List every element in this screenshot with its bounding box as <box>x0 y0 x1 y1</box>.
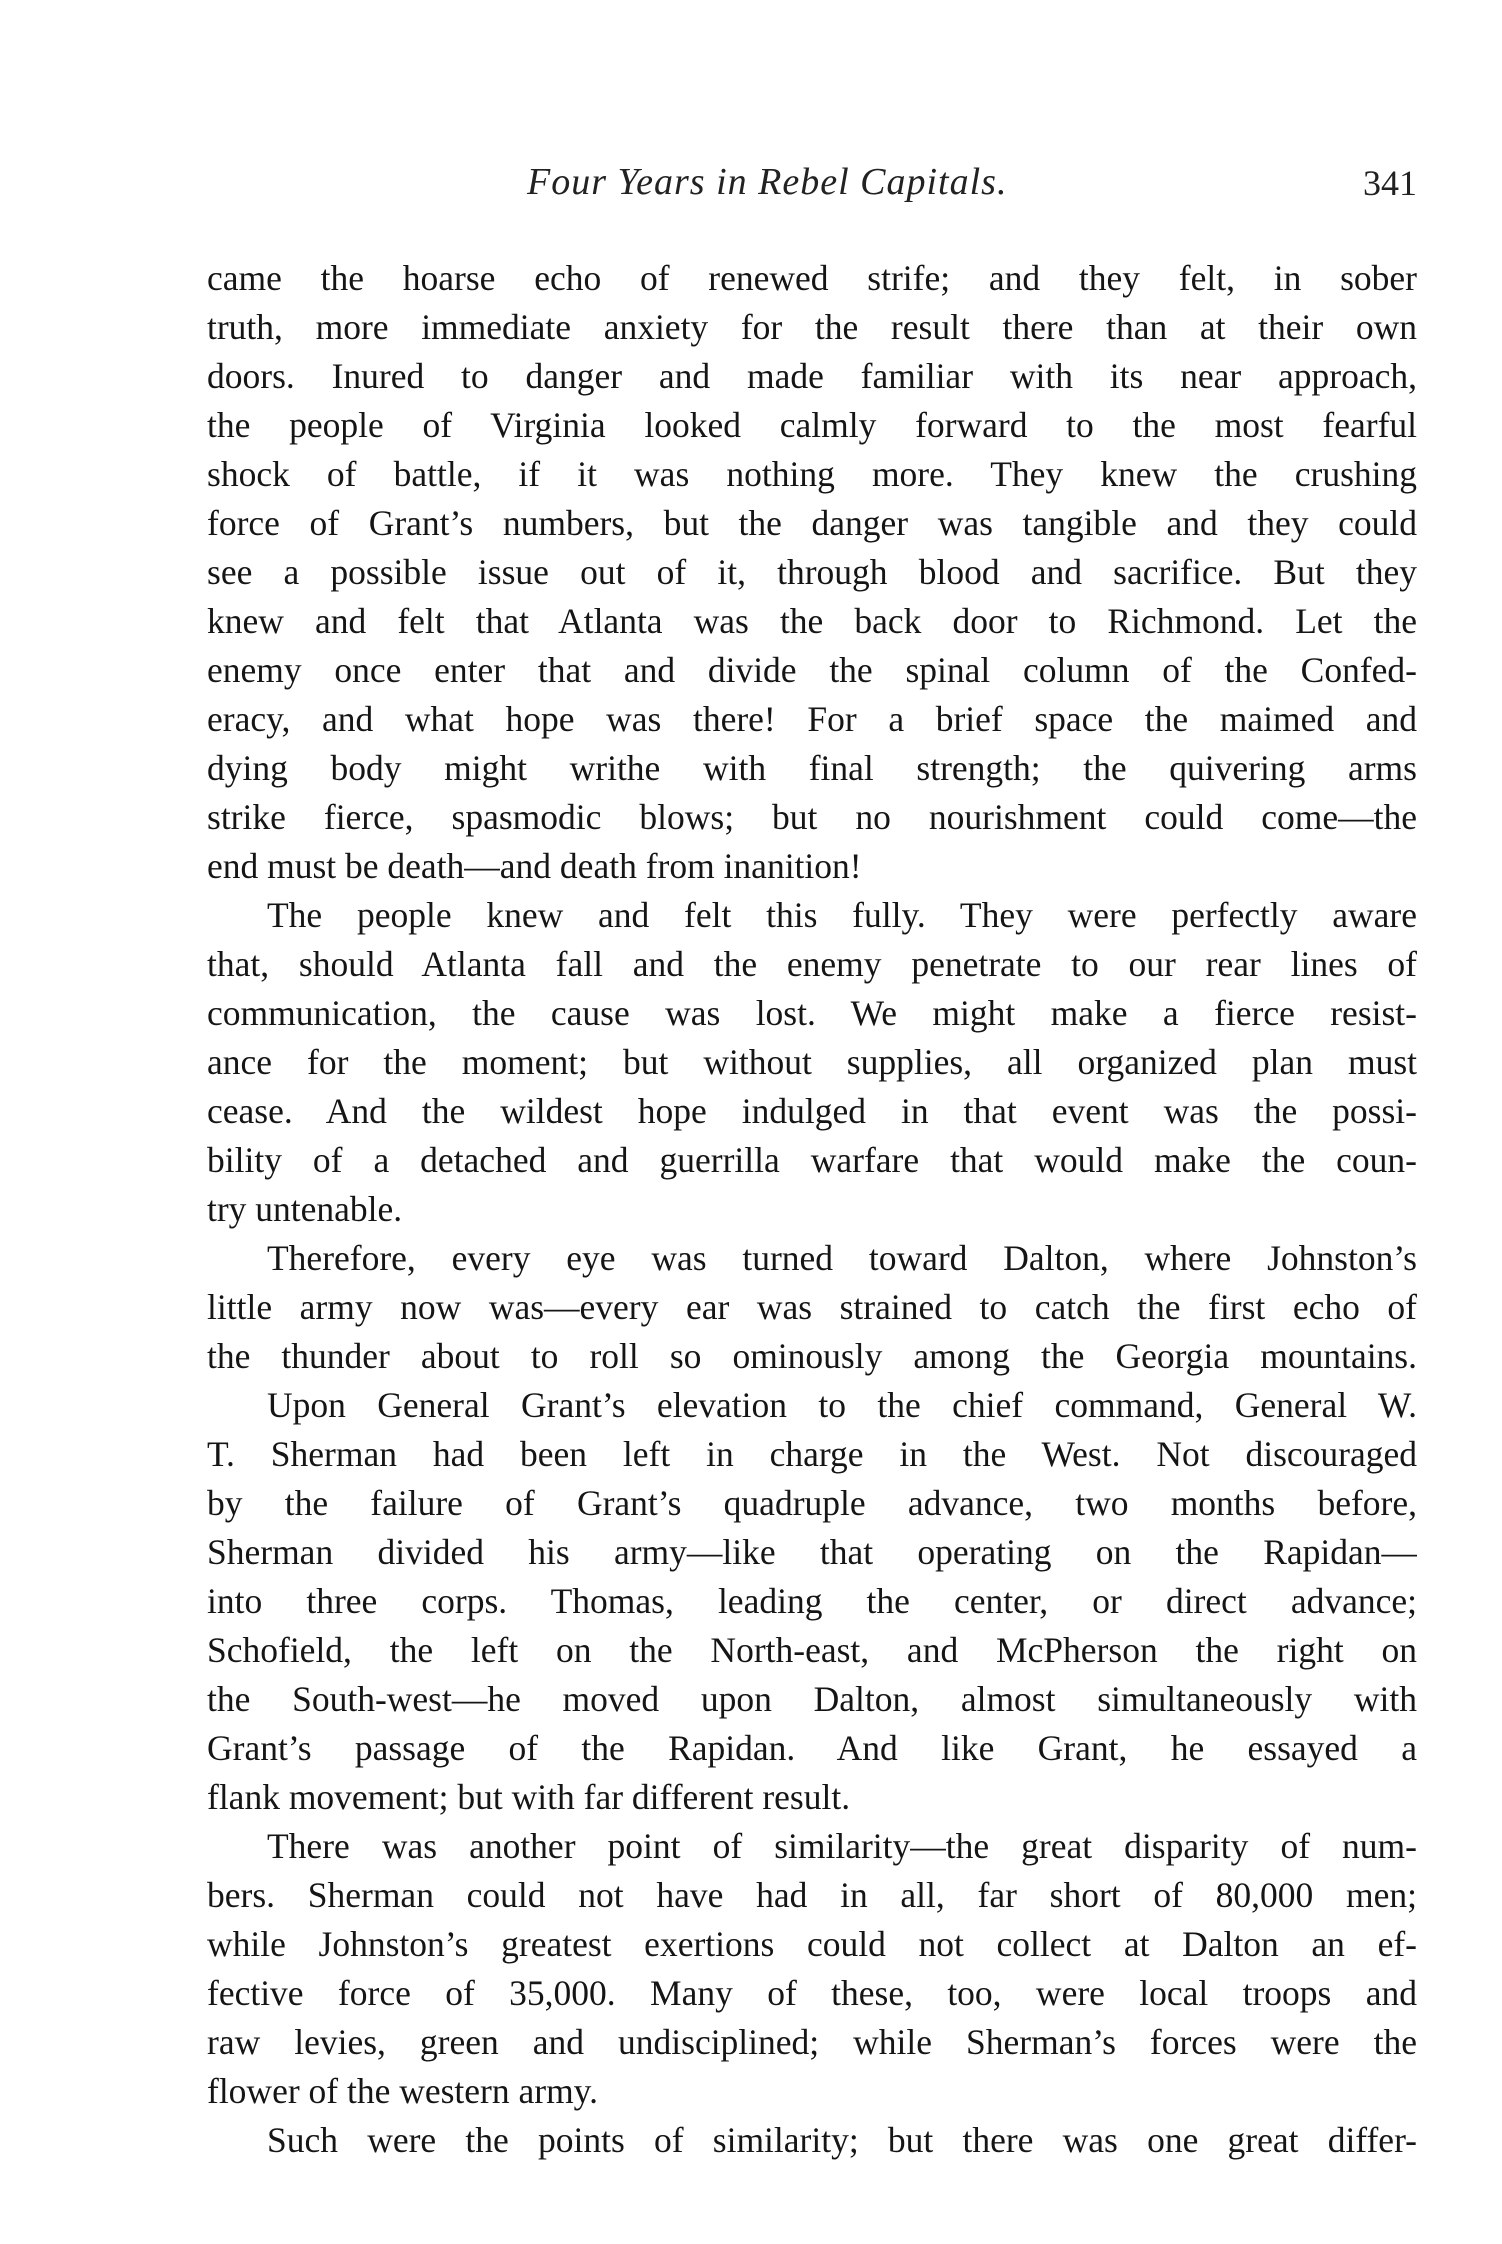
text-line: truth, more immediate anxiety for the result there than at their own <box>207 307 1417 347</box>
text-line: fective force of 35,000. Many of these, too, were local troops and <box>207 1973 1417 2013</box>
text-line: cease. And the wildest hope indulged in that event was the possi- <box>207 1091 1417 1131</box>
text-line: flower of the western army. <box>207 2071 599 2111</box>
text-line: The people knew and felt this fully. They were perfectly aware <box>267 895 1417 935</box>
body-text <box>207 254 1417 2165</box>
text-line: the South-west—he moved upon Dalton, almost simultaneously with <box>207 1679 1417 1719</box>
text-line: T. Sherman had been left in charge in the West. Not discouraged <box>207 1434 1417 1474</box>
text-line: enemy once enter that and divide the spinal column of the Confed- <box>207 650 1417 690</box>
text-line: Sherman divided his army—like that operating on the Rapidan— <box>207 1532 1417 1572</box>
text-line: eracy, and what hope was there! For a brief space the maimed and <box>207 699 1417 739</box>
text-line: raw levies, green and undisciplined; while Sherman’s forces were the <box>207 2022 1417 2062</box>
text-line: little army now was—every ear was strained to catch the first echo of <box>207 1287 1417 1327</box>
text-line: doors. Inured to danger and made familiar with its near approach, <box>207 356 1417 396</box>
text-line: end must be death—and death from inanition! <box>207 846 862 886</box>
text-line: force of Grant’s numbers, but the danger was tangible and they could <box>207 503 1417 543</box>
text-line: flank movement; but with far different result. <box>207 1777 851 1817</box>
text-line: Schofield, the left on the North-east, and McPherson the right on <box>207 1630 1417 1670</box>
text-line: ance for the moment; but without supplies, all organized plan must <box>207 1042 1417 1082</box>
text-line: Upon General Grant’s elevation to the chief command, General W. <box>267 1385 1417 1425</box>
text-line: Grant’s passage of the Rapidan. And like Grant, he essayed a <box>207 1728 1417 1768</box>
text-line: shock of battle, if it was nothing more. They knew the crushing <box>207 454 1417 494</box>
text-line: knew and felt that Atlanta was the back door to Richmond. Let the <box>207 601 1417 641</box>
text-line: came the hoarse echo of renewed strife; and they felt, in sober <box>207 258 1417 298</box>
text-line: into three corps. Thomas, leading the center, or direct advance; <box>207 1581 1417 1621</box>
text-line: the thunder about to roll so ominously among the Georgia mountains. <box>207 1336 1417 1376</box>
text-line: dying body might writhe with final strength; the quivering arms <box>207 748 1417 788</box>
page-number: 341 <box>1363 163 1417 203</box>
text-line: by the failure of Grant’s quadruple advance, two months before, <box>207 1483 1417 1523</box>
text-line: communication, the cause was lost. We might make a fierce resist- <box>207 993 1417 1033</box>
page-header <box>207 160 1417 220</box>
text-line: bers. Sherman could not have had in all, far short of 80,000 men; <box>207 1875 1417 1915</box>
text-line: while Johnston’s greatest exertions could not collect at Dalton an ef- <box>207 1924 1417 1964</box>
text-line: try untenable. <box>207 1189 403 1229</box>
text-line: bility of a detached and guerrilla warfare that would make the coun- <box>207 1140 1417 1180</box>
text-line: the people of Virginia looked calmly forward to the most fearful <box>207 405 1417 445</box>
running-title: Four Years in Rebel Capitals. <box>527 161 1008 203</box>
text-line: Therefore, every eye was turned toward Dalton, where Johnston’s <box>267 1238 1417 1278</box>
text-line: There was another point of similarity—the great disparity of num- <box>267 1826 1417 1866</box>
text-line: strike fierce, spasmodic blows; but no nourishment could come—the <box>207 797 1417 837</box>
text-line: Such were the points of similarity; but there was one great differ- <box>267 2120 1417 2160</box>
text-line: see a possible issue out of it, through blood and sacrifice. But they <box>207 552 1417 592</box>
text-line: that, should Atlanta fall and the enemy penetrate to our rear lines of <box>207 944 1417 984</box>
